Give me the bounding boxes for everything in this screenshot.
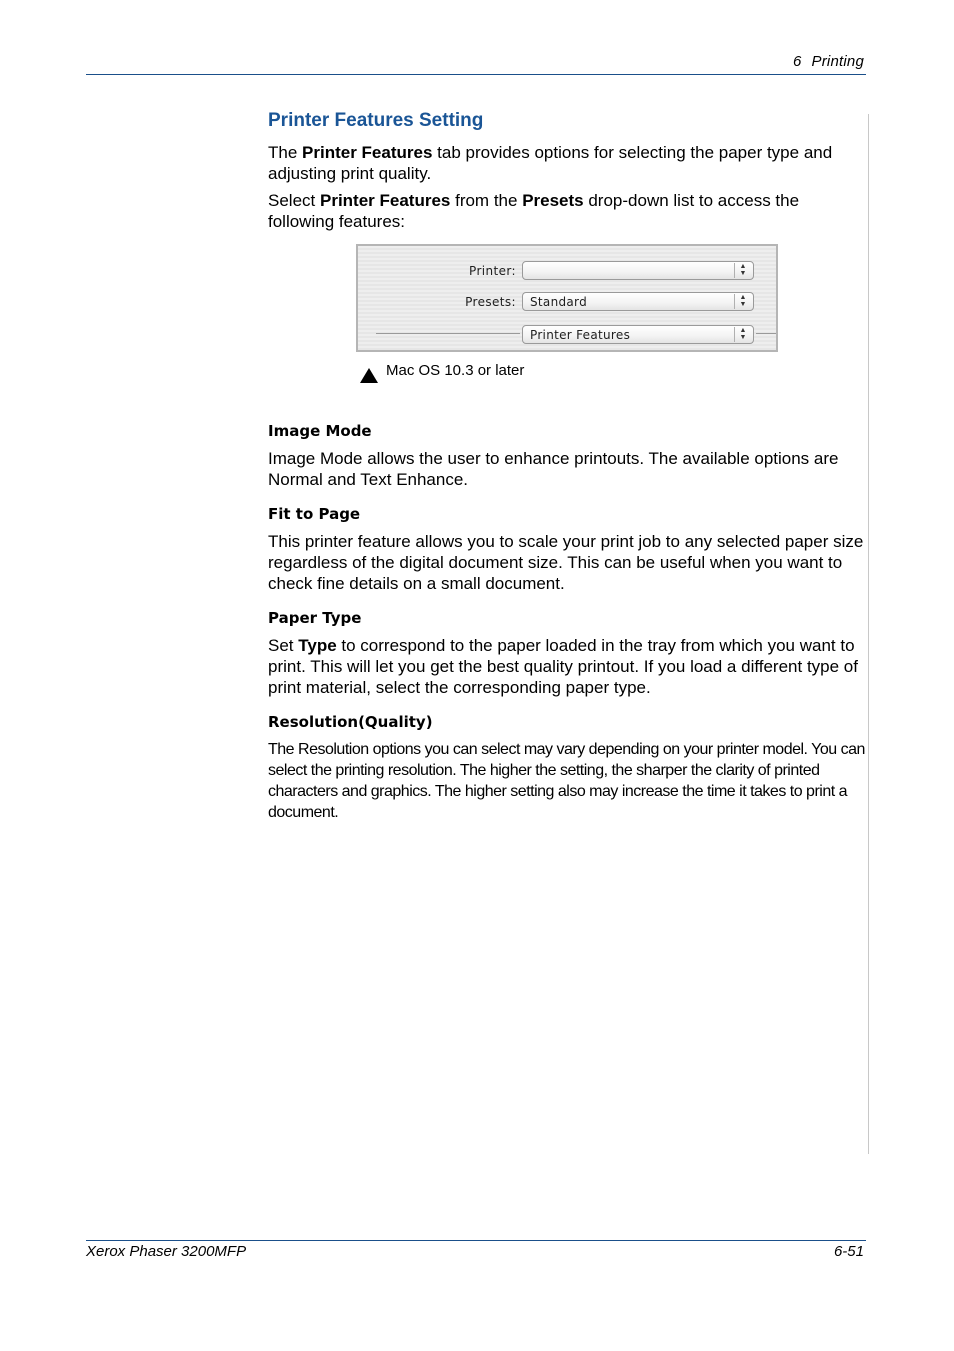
triangle-icon bbox=[360, 368, 378, 383]
intro-paragraph-1: The Printer Features tab provides options for selecting the paper type and adjusting print quality. bbox=[268, 143, 833, 183]
printer-label: Printer: bbox=[469, 264, 516, 278]
resolution-text: The Resolution options you can select may vary depending on your printer model. You can select the printing resolution. The higher the setting, the sharper the clarity of printed characters and graphics. The higher setting also may increase the time it takes to print a document. bbox=[268, 741, 865, 821]
paper-type-title: Paper Type bbox=[268, 609, 362, 627]
resolution-title: Resolution(Quality) bbox=[268, 713, 433, 731]
footer-rule bbox=[86, 1240, 866, 1241]
resolution-section bbox=[268, 712, 866, 823]
panel-select-value: Printer Features bbox=[530, 328, 631, 342]
chapter-title: Printing bbox=[811, 53, 864, 70]
presets-select-value: Standard bbox=[530, 295, 587, 309]
up-down-arrows-icon: ▲ ▼ bbox=[734, 263, 751, 278]
caption-text: Mac OS 10.3 or later bbox=[386, 362, 525, 379]
fit-to-page-text: This printer feature allows you to scale your print job to any selected paper size regardless of the digital document size. This can be useful when you want to check fine details on a small document. bbox=[268, 532, 864, 593]
figure-caption bbox=[360, 362, 524, 383]
footer-product: Xerox Phaser 3200MFP bbox=[86, 1243, 247, 1260]
footer-page-number: 6-51 bbox=[833, 1243, 864, 1260]
up-down-arrows-icon: ▲ ▼ bbox=[734, 327, 751, 342]
printer-features-term: Printer Features bbox=[319, 191, 451, 210]
image-mode-text: Image Mode allows the user to enhance printouts. The available options are Normal and Text Enhance. bbox=[268, 449, 839, 489]
printer-row bbox=[358, 261, 776, 283]
type-term: Type bbox=[298, 636, 337, 655]
section-intro bbox=[268, 108, 866, 238]
printer-select[interactable] bbox=[522, 261, 754, 280]
intro-paragraph-2: Select Printer Features from the Presets drop-down list to access the following features: bbox=[268, 191, 800, 231]
up-down-arrows-icon: ▲ ▼ bbox=[734, 294, 751, 309]
chapter-number: 6 bbox=[792, 53, 802, 70]
presets-term: Presets bbox=[522, 191, 584, 210]
paper-type-text: Set Type to correspond to the paper loaded in the tray from which you want to print. This will let you get the best quality printout. If you load a different type of print material, select the corresponding paper type. bbox=[268, 636, 858, 697]
section-title: Printer Features Setting bbox=[268, 110, 484, 131]
running-header bbox=[793, 53, 864, 70]
panel-row bbox=[358, 325, 776, 347]
presets-label: Presets: bbox=[465, 295, 516, 309]
presets-select[interactable] bbox=[522, 292, 754, 311]
paper-type-section bbox=[268, 608, 866, 698]
presets-row bbox=[358, 292, 776, 314]
printer-features-term: Printer Features bbox=[302, 143, 433, 162]
print-dialog-screenshot bbox=[356, 244, 778, 352]
panel-select[interactable] bbox=[522, 325, 754, 344]
image-mode-section bbox=[268, 421, 866, 490]
header-rule bbox=[86, 74, 866, 75]
image-mode-title: Image Mode bbox=[268, 422, 372, 440]
fit-to-page-title: Fit to Page bbox=[268, 505, 361, 523]
side-rule bbox=[868, 114, 869, 1154]
fit-to-page-section bbox=[268, 504, 866, 594]
